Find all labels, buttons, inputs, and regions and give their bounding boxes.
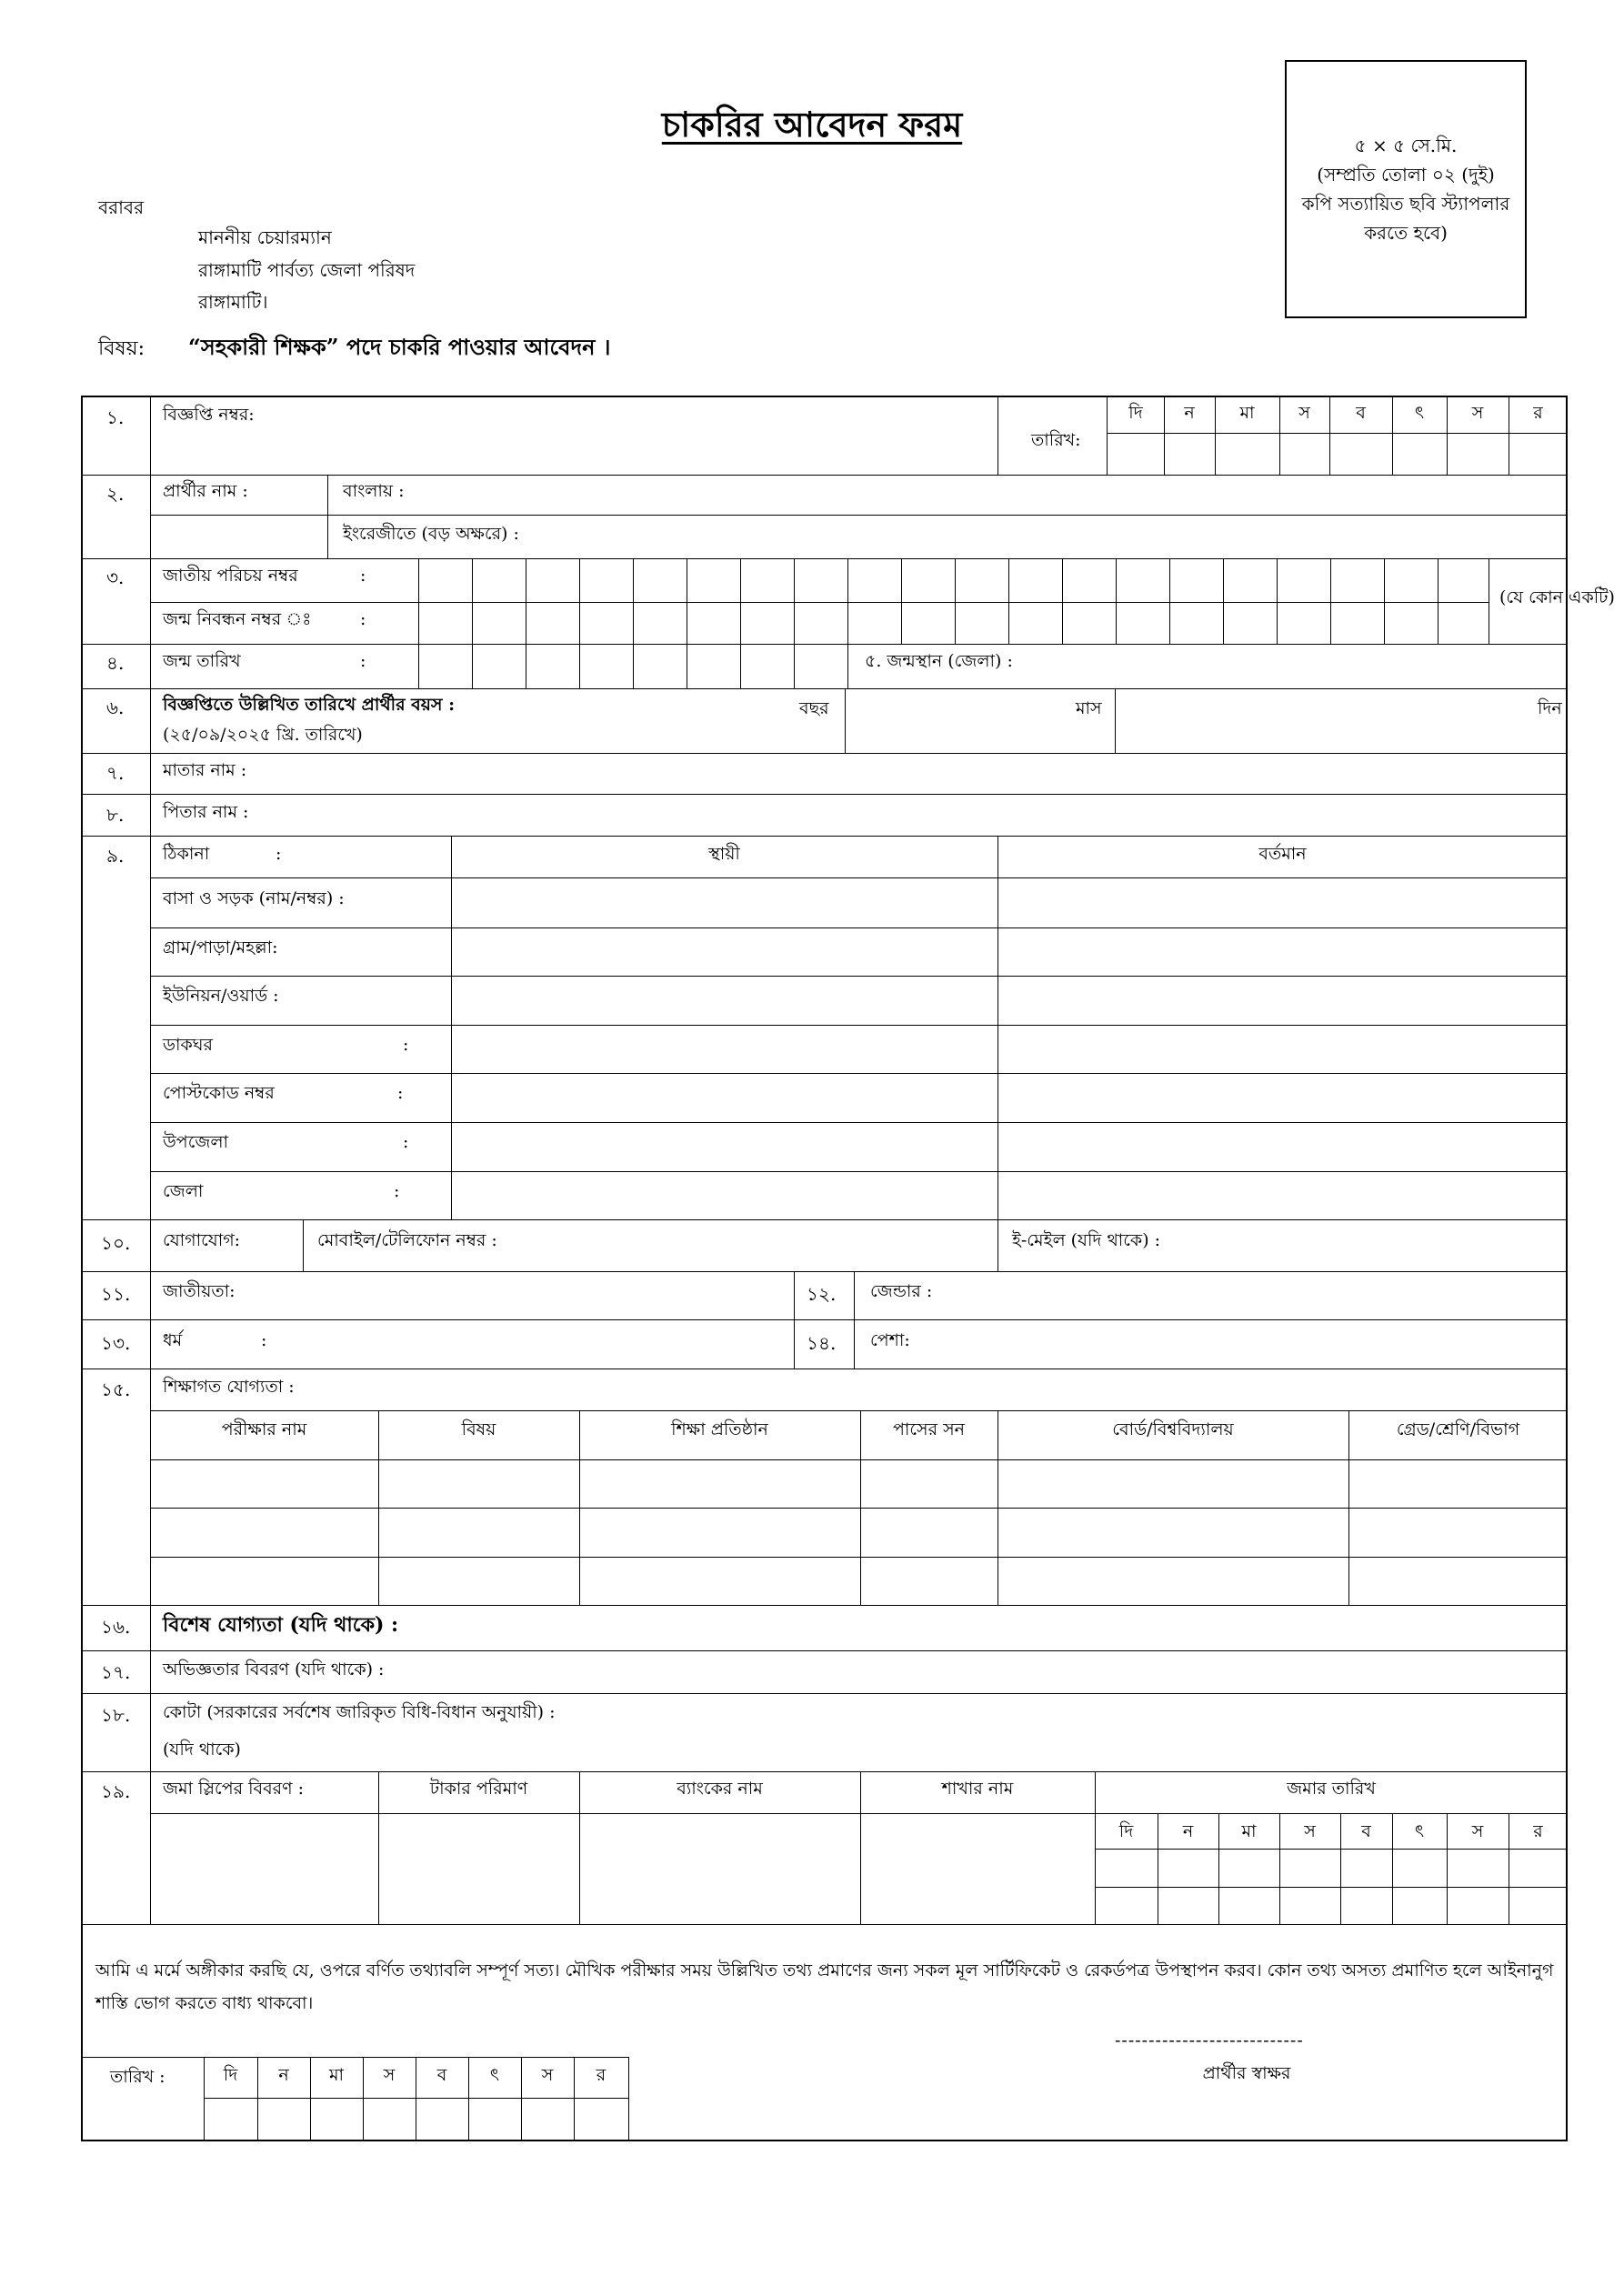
age-day-label: দিন	[1538, 698, 1562, 718]
address-field-label: পোস্টকোড নম্বর	[163, 1083, 275, 1103]
row-number: ১৩.	[101, 1332, 131, 1354]
row-number: ১৪.	[807, 1332, 837, 1354]
row-number: ৩.	[106, 566, 125, 588]
quota-note: (যদি থাকে)	[163, 1740, 241, 1760]
photo-box-line: ৫ × ৫ সে.মি.	[1354, 135, 1458, 156]
name-english-label: ইংরেজীতে (বড় অক্ষরে) :	[343, 524, 519, 544]
signature-line: ----------------------------	[1115, 2030, 1304, 2050]
mobile-label: মোবাইল/টেলিফোন নম্বর :	[317, 1230, 497, 1250]
deposit-slip-label: জমা স্লিপের বিবরণ :	[163, 1779, 305, 1799]
date-cell-label: ৎ	[1414, 403, 1425, 423]
address-line: রাঙ্গামাটি।	[198, 291, 268, 313]
education-column-header: শিক্ষা প্রতিষ্ঠান	[671, 1419, 768, 1439]
photo-box	[1285, 60, 1527, 318]
date-cell-label: স	[541, 2065, 554, 2085]
mother-name-label: মাতার নাম :	[163, 760, 247, 780]
permanent-address-header: স্থায়ী	[708, 844, 740, 864]
address-field-label: গ্রাম/পাড়া/মহল্লা:	[163, 937, 278, 958]
email-label: ই-মেইল (যদি থাকে) :	[1012, 1230, 1161, 1250]
nid-colon: :	[360, 566, 366, 586]
date-cell-label: স	[1298, 403, 1310, 423]
date-cell-label: র	[1533, 1821, 1543, 1841]
gender-label: জেন্ডার :	[870, 1281, 933, 1301]
row-number: ২.	[106, 483, 125, 505]
row-number: ১৮.	[101, 1704, 131, 1726]
address-field-colon: :	[394, 1181, 400, 1201]
nationality-label: জাতীয়তা:	[163, 1281, 236, 1301]
age-year-label: বছর	[799, 698, 829, 718]
address-label: ঠিকানা	[163, 844, 210, 864]
row-number: ৪.	[106, 652, 125, 674]
date-cell-label: ন	[1184, 403, 1195, 423]
applicant-name-label: প্রার্থীর নাম :	[163, 481, 248, 501]
any-one-note: (যে কোন একটি)	[1499, 587, 1615, 607]
date-cell-label: স	[1471, 1821, 1484, 1841]
address-line: রাঙ্গামাটি পার্বত্য জেলা পরিষদ	[198, 259, 416, 281]
row-number: ১৯.	[101, 1780, 131, 1802]
age-month-label: মাস	[1076, 698, 1102, 718]
date-cell-label: র	[1533, 403, 1543, 423]
row-number: ৭.	[106, 762, 125, 784]
address-field-label: বাসা ও সড়ক (নাম/নম্বর) :	[163, 888, 345, 908]
nid-label: জাতীয় পরিচয় নম্বর	[163, 566, 298, 586]
declaration-text: আমি এ মর্মে অঙ্গীকার করছি যে, ওপরে বর্ণিত তথ্যাবলি সম্পূর্ণ সত্য। মৌখিক পরীক্ষার সময় উল্লিখিত তথ্য প্রমাণের জন্য সকল মূল সার্টিফিকেট ও রেকর্ডপত্র উপস্থাপন করব। কোন তথ্য অসত্য প্রমাণিত হলে আইনানুগ শাস্তি ভোগ করতে বাধ্য থাকবো।	[95, 1960, 1554, 2013]
father-name-label: পিতার নাম :	[163, 802, 249, 822]
circular-number-label: বিজ্ঞপ্তি নম্বর:	[163, 405, 255, 425]
date-cell-label: ন	[1182, 1821, 1194, 1841]
religion-label: ধর্ম	[163, 1330, 183, 1350]
education-column-header: বোর্ড/বিশ্ববিদ্যালয়	[1112, 1419, 1234, 1439]
education-column-header: পরীক্ষার নাম	[221, 1419, 307, 1439]
page-title: চাকরির আবেদন ফরম	[661, 104, 963, 145]
row-number: ১.	[106, 406, 125, 428]
age-reference-date: (২৫/০৯/২০২৫ খ্রি. তারিখে)	[163, 725, 363, 745]
photo-box-line: করতে হবে)	[1364, 222, 1448, 244]
application-form	[81, 396, 1615, 2141]
row-number: ১৭.	[101, 1661, 131, 1683]
date-cell-label: দি	[1118, 1821, 1134, 1841]
special-qualification-label: বিশেষ যোগ্যতা (যদি থাকে) :	[163, 1613, 399, 1637]
experience-label: অভিজ্ঞতার বিবরণ (যদি থাকে) :	[163, 1659, 385, 1679]
subject-text: “সহকারী শিক্ষক” পদে চাকরি পাওয়ার আবেদন ।	[188, 334, 611, 360]
date-cell-label: স	[1471, 403, 1484, 423]
education-column-header: পাসের সন	[893, 1419, 965, 1439]
present-address-header: বর্তমান	[1258, 844, 1307, 864]
education-column-header: গ্রেড/শ্রেণি/বিভাগ	[1396, 1419, 1520, 1439]
birth-reg-colon: :	[360, 609, 366, 629]
name-bangla-label: বাংলায় :	[343, 481, 405, 501]
birth-date-label: জন্ম তারিখ	[163, 651, 241, 671]
address-colon: :	[276, 844, 282, 864]
date-cell-label: ন	[278, 2065, 289, 2085]
address-field-colon: :	[403, 1132, 409, 1152]
date-cell-label: ব	[1356, 403, 1366, 423]
photo-box-line: (সম্প্রতি তোলা ০২ (দুই)	[1317, 164, 1495, 185]
row-number: ১৫.	[101, 1379, 131, 1400]
to-label: বরাবর	[98, 196, 145, 218]
date-cell-label: মা	[1241, 1821, 1257, 1841]
photo-box-line: কপি সত্যায়িত ছবি স্ট্যাপলার	[1301, 193, 1510, 215]
circular-date-label: তারিখ:	[1031, 430, 1081, 450]
religion-colon: :	[261, 1330, 267, 1350]
address-field-label: ইউনিয়ন/ওয়ার্ড :	[163, 986, 279, 1006]
birth-date-colon: :	[360, 651, 366, 671]
date-cell-label: র	[596, 2065, 606, 2085]
address-field-colon: :	[403, 1035, 409, 1055]
birth-reg-label: জন্ম নিবন্ধন নম্বর ঃ	[163, 609, 312, 629]
address-line: মাননীয় চেয়ারম্যান	[198, 226, 332, 248]
date-cell-label: ব	[436, 2065, 447, 2085]
education-label: শিক্ষাগত যোগ্যতা :	[163, 1377, 295, 1397]
age-label: বিজ্ঞপ্তিতে উল্লিখিত তারিখে প্রার্থীর বয়স :	[163, 695, 456, 715]
deposit-column-header: শাখার নাম	[941, 1779, 1014, 1799]
quota-label: কোটা (সরকারের সর্বশেষ জারিকৃত বিধি-বিধান অনুযায়ী) :	[163, 1702, 556, 1722]
row-number: ৯.	[106, 845, 125, 867]
row-number: ৮.	[106, 804, 125, 826]
subject-line	[98, 331, 610, 367]
contact-label: যোগাযোগ:	[163, 1230, 241, 1250]
address-field-colon: :	[397, 1083, 404, 1103]
deposit-column-header: টাকার পরিমাণ	[429, 1779, 528, 1799]
row-number: ৬.	[106, 697, 125, 718]
date-cell-label: ৎ	[489, 2065, 500, 2085]
date-cell-label: মা	[328, 2065, 345, 2085]
date-cell-label: দি	[223, 2065, 238, 2085]
row-number: ১৬.	[101, 1616, 131, 1638]
deposit-column-header: ব্যাংকের নাম	[677, 1779, 763, 1799]
date-cell-label: স	[383, 2065, 396, 2085]
address-field-label: উপজেলা	[163, 1132, 228, 1152]
date-cell-label: ৎ	[1414, 1821, 1425, 1841]
date-cell-label: মা	[1239, 403, 1255, 423]
date-cell-label: স	[1304, 1821, 1316, 1841]
signature-label: প্রার্থীর স্বাক্ষর	[1202, 2063, 1291, 2083]
birth-place-label: ৫. জন্মস্থান (জেলা) :	[865, 651, 1013, 671]
row-number: ১০.	[101, 1232, 131, 1254]
row-number: ১১.	[101, 1283, 131, 1305]
address-field-label: জেলা	[163, 1181, 204, 1201]
footer-date-label: তারিখ :	[110, 2067, 165, 2087]
education-column-header: বিষয়	[461, 1419, 496, 1439]
date-cell-label: ব	[1361, 1821, 1371, 1841]
address-field-label: ডাকঘর	[163, 1035, 213, 1055]
occupation-label: পেশা:	[870, 1330, 910, 1350]
date-cell-label: দি	[1128, 403, 1143, 423]
subject-label: বিষয়:	[98, 337, 145, 360]
deposit-column-header: জমার তারিখ	[1287, 1779, 1376, 1799]
row-number: ১২.	[807, 1283, 837, 1305]
